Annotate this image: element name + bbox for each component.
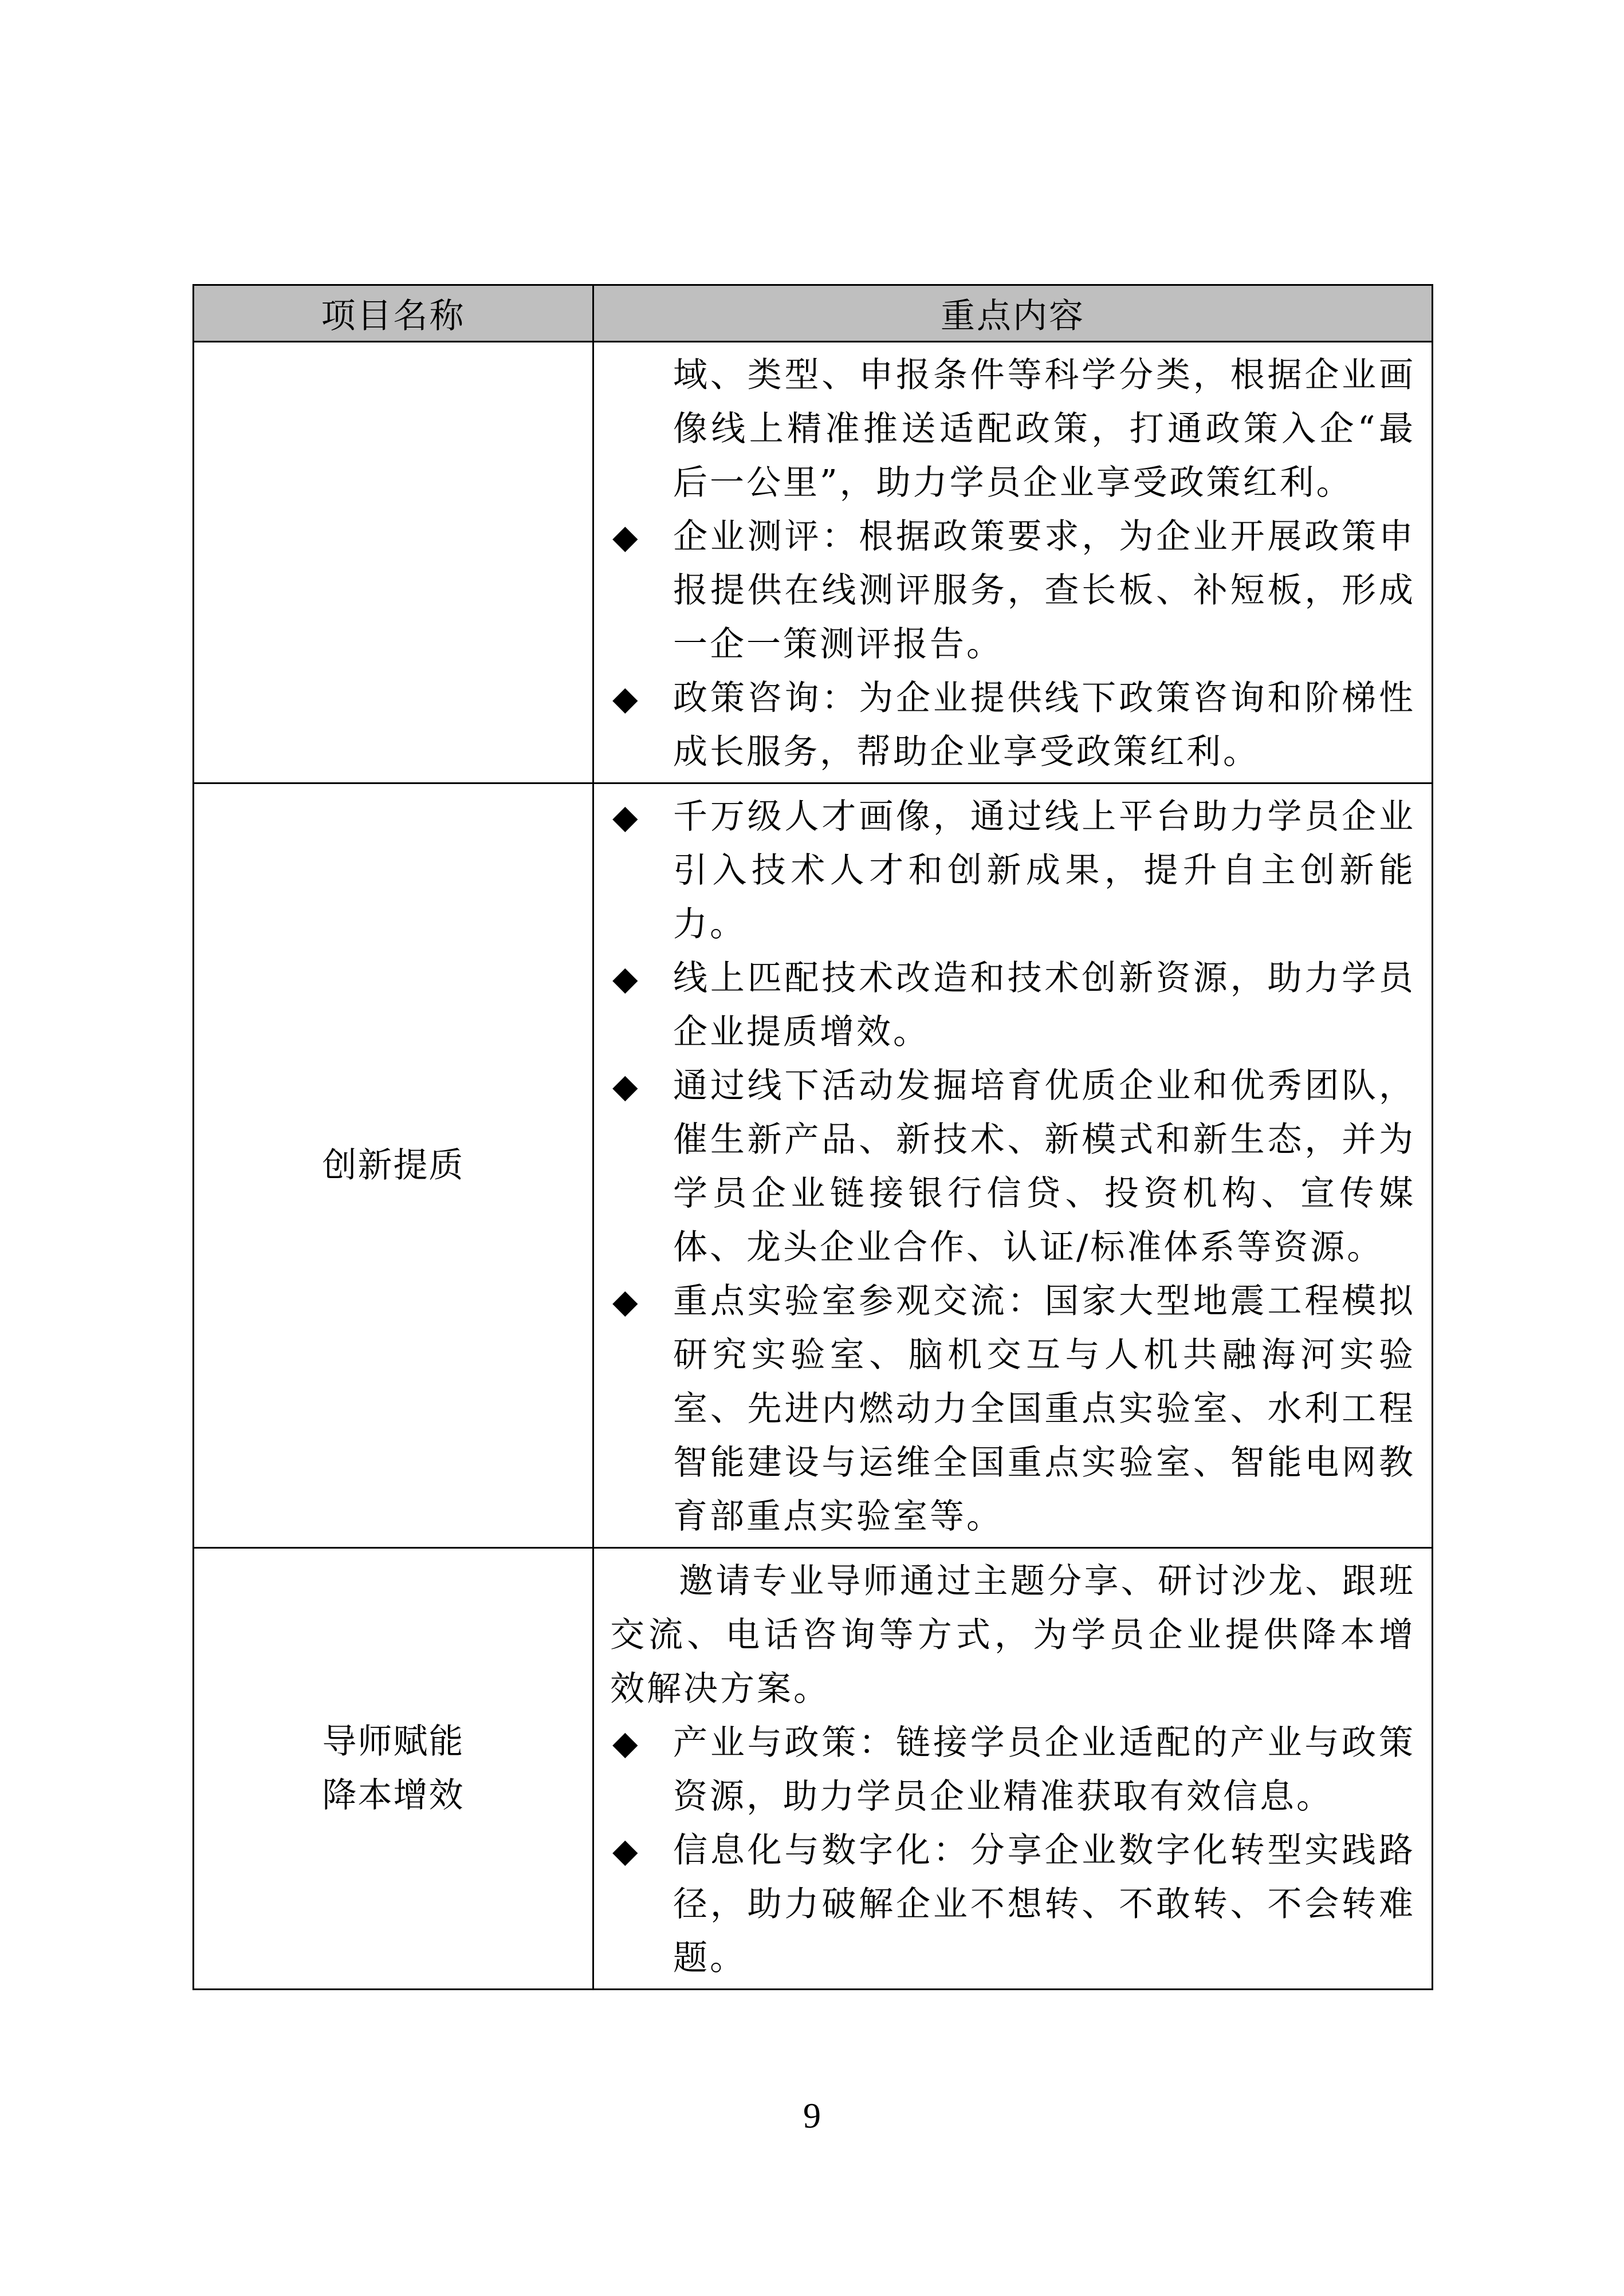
bullet-text: 信息化与数字化：分享企业数字化转型实践路径，助力破解企业不想转、不敢转、不会转难题。: [673, 1830, 1415, 1978]
header-project-name: 项目名称: [194, 285, 593, 342]
bullet-text: 千万级人才画像，通过线上平台助力学员企业引入技术人才和创新成果，提升自主创新能力。: [673, 797, 1415, 944]
table-row: [194, 783, 1433, 1548]
table-row: [194, 1548, 1433, 1990]
page-number: 9: [803, 2097, 821, 2136]
diamond-bullet-icon: ◆: [612, 517, 638, 556]
table-body: [194, 342, 1433, 1990]
bullet-text: 重点实验室参观交流：国家大型地震工程模拟研究实验室、脑机交互与人机共融海河实验室、先进内燃动力全国重点实验室、水利工程智能建设与运维全国重点实验室、智能电网教育部重点实验室等。: [673, 1281, 1415, 1537]
policy-table: [192, 284, 1433, 1990]
diamond-bullet-icon: ◆: [612, 1282, 638, 1321]
bullet-item: [610, 790, 1415, 951]
table-header-row: [194, 285, 1433, 342]
bullet-text: 通过线下活动发掘培育优质企业和优秀团队，催生新产品、新技术、新模式和新生态，并为学员企业链接银行信贷、投资机构、宣传媒体、龙头企业合作、认证/标准体系等资源。: [673, 1066, 1415, 1267]
bullet-text: 政策咨询：为企业提供线下政策咨询和阶梯性成长服务，帮助企业享受政策红利。: [673, 678, 1415, 772]
project-name-cell: [194, 1548, 593, 1990]
diamond-bullet-icon: ◆: [612, 1066, 638, 1105]
bullet-item: [610, 510, 1415, 671]
diamond-bullet-icon: ◆: [612, 797, 638, 836]
key-content-cell: [593, 1548, 1433, 1990]
bullet-item: [610, 1824, 1415, 1985]
bullet-text: 企业测评：根据政策要求，为企业开展政策申报提供在线测评服务，查长板、补短板，形成一企一策测评报告。: [673, 517, 1415, 664]
project-name-line: 导师赋能: [322, 1722, 465, 1762]
table-row: [194, 342, 1433, 783]
bullet-text: 线上匹配技术改造和技术创新资源，助力学员企业提质增效。: [673, 958, 1415, 1052]
key-content-cell: [593, 783, 1433, 1548]
key-content-cell: [593, 342, 1433, 783]
diamond-bullet-icon: ◆: [612, 679, 638, 718]
bullet-item: [610, 1716, 1415, 1824]
project-name-line: 创新提质: [322, 1145, 465, 1186]
project-name-cell: [194, 342, 593, 783]
continued-bullet-text: 域、类型、申报条件等科学分类，根据企业画像线上精准推送适配政策，打通政策入企“最后一公里”，助力学员企业享受政策红利。: [673, 355, 1415, 503]
header-key-content: 重点内容: [593, 285, 1433, 342]
project-name-line: 降本增效: [322, 1775, 465, 1815]
bullet-item: [610, 671, 1415, 779]
bullet-text: 产业与政策：链接学员企业适配的产业与政策资源，助力学员企业精准获取有效信息。: [673, 1723, 1415, 1817]
diamond-bullet-icon: ◆: [612, 1831, 638, 1870]
project-name-cell: [194, 783, 593, 1548]
intro-paragraph: 邀请专业导师通过主题分享、研讨沙龙、跟班交流、电话咨询等方式，为学员企业提供降本增效解决方案。: [610, 1561, 1415, 1709]
diamond-bullet-icon: ◆: [612, 1723, 638, 1762]
diamond-bullet-icon: ◆: [612, 959, 638, 998]
bullet-item: [610, 1059, 1415, 1274]
bullet-item: [610, 1274, 1415, 1543]
bullet-item: [610, 951, 1415, 1059]
